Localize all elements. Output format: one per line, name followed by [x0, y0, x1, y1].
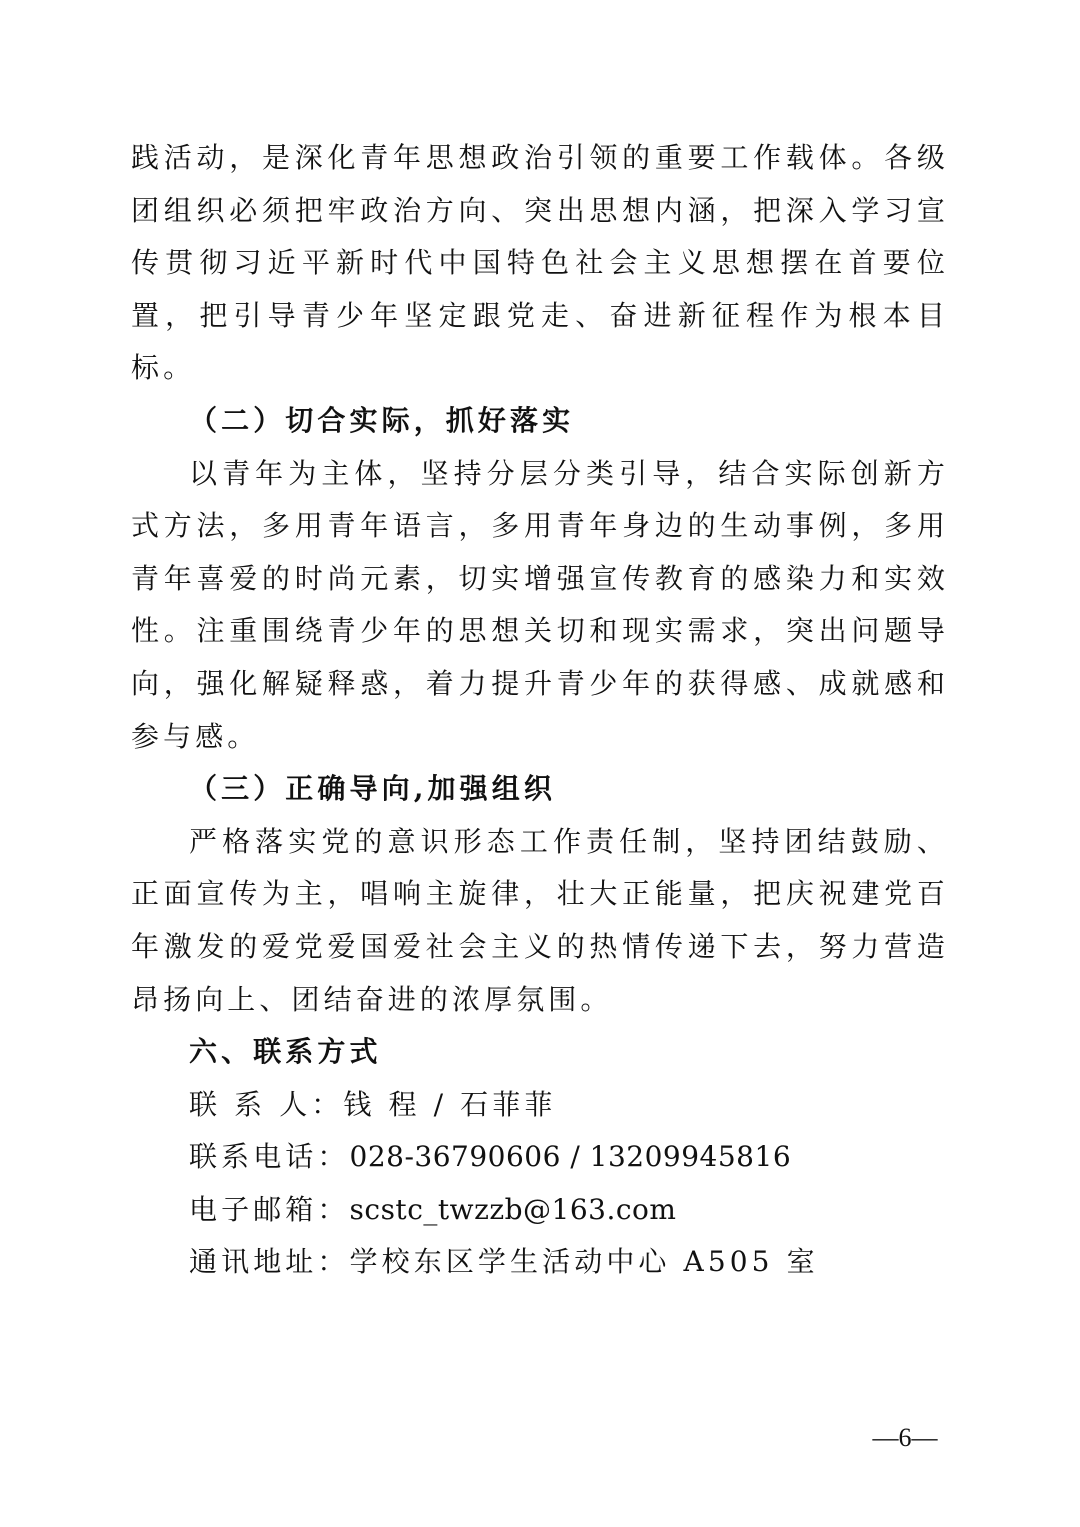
contact-person-line: [131, 1079, 949, 1132]
paragraph-3: 严格落实党的意识形态工作责任制，坚持团结鼓励、正面宣传为主，唱响主旋律，壮大正能量，把庆祝建党百年激发的爱党爱国爱社会主义的热情传递下去，努力营造昂扬向上、团结奋进的浓厚氛围。: [131, 824, 949, 1016]
subheading-3: （三）正确导向,加强组织: [189, 772, 556, 806]
contact-address-value: 学校东区学生活动中心 A505 室: [349, 1245, 819, 1279]
contact-email-value: scstc_twzzb@163.com: [349, 1192, 677, 1226]
contact-email-label: 电子邮箱：: [189, 1192, 350, 1226]
contact-address-label: 通讯地址：: [189, 1245, 350, 1279]
paragraph-continuation: 践活动，是深化青年思想政治引领的重要工作载体。各级团组织必须把牢政治方向、突出思想内涵，把深入学习宣传贯彻习近平新时代中国特色社会主义思想摆在首要位置，把引导青少年坚定跟党走、奋进新征程作为根本目标。: [131, 141, 949, 385]
contact-phone-label: 联系电话：: [189, 1140, 350, 1174]
page-number: —6—: [872, 1423, 938, 1452]
contact-phone-line: [131, 1131, 949, 1184]
document-body: [131, 132, 949, 1289]
section-heading-contact: 六、联系方式: [189, 1035, 382, 1069]
contact-person-label: 联 系 人：: [189, 1087, 344, 1121]
contact-email-line: [131, 1184, 949, 1237]
subheading-2: （二）切合实际，抓好落实: [189, 403, 575, 437]
contact-address-line: [131, 1236, 949, 1289]
contact-person-value: 钱 程 / 石菲菲: [343, 1087, 557, 1121]
contact-phone-value: 028-36790606 / 13209945816: [349, 1140, 792, 1174]
paragraph-2: 以青年为主体，坚持分层分类引导，结合实际创新方式方法，多用青年语言，多用青年身边的生动事例，多用青年喜爱的时尚元素，切实增强宣传教育的感染力和实效性。注重围绕青少年的思想关切和现实需求，突出问题导向，强化解疑释惑，着力提升青少年的获得感、成就感和参与感。: [131, 456, 949, 753]
